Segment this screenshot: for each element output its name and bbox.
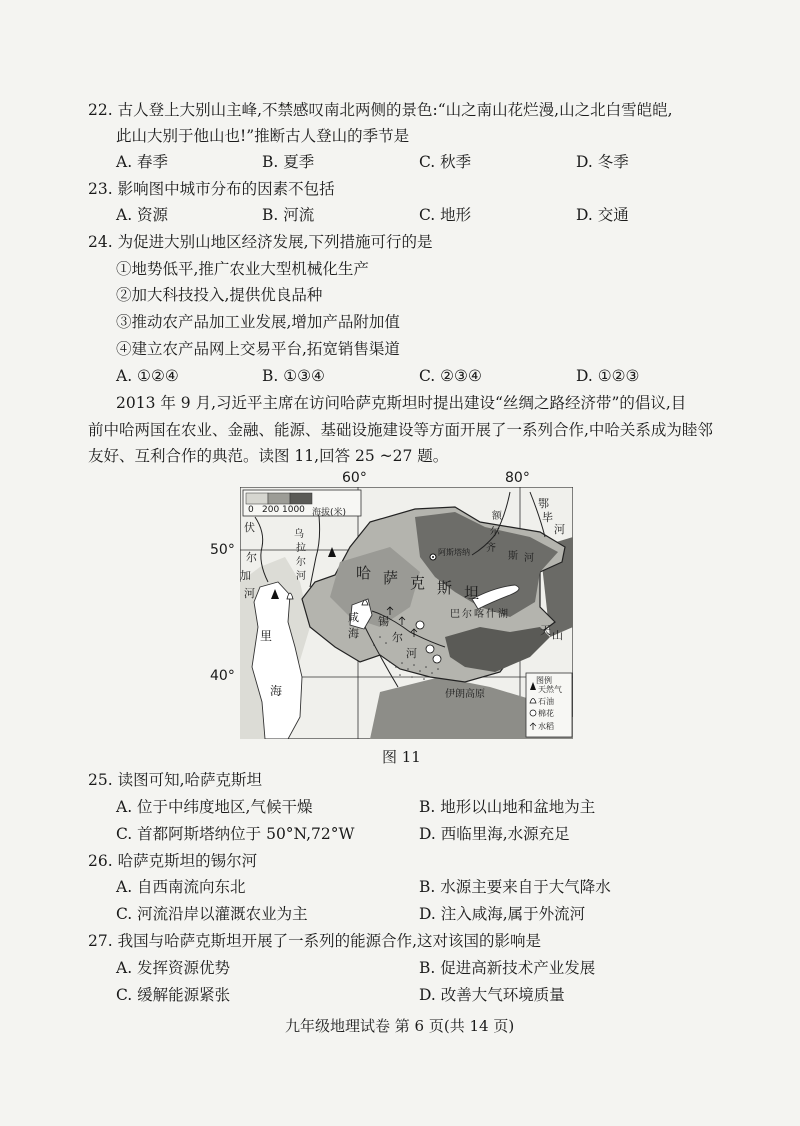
page-footer: 九年级地理试卷 第 6 页(共 14 页) [285, 1017, 515, 1035]
q23-stem: 23. 影响图中城市分布的因素不包括 [88, 180, 335, 198]
q25-option-b: B. 地形以山地和盆地为主 [419, 798, 596, 816]
elev-legend-0: 0 [248, 505, 254, 515]
q25-option-d: D. 西临里海,水源充足 [419, 825, 570, 843]
irtysh-label-5: 河 [524, 553, 534, 564]
q23-option-d: D. 交通 [576, 206, 629, 224]
q24-option-a: A. ①②④ [116, 367, 179, 385]
irtysh-label-2: 尔 [490, 527, 500, 538]
irtysh-label-1: 额 [492, 511, 502, 522]
q24-item-1: ①地势低平,推广农业大型机械化生产 [116, 260, 369, 278]
legend-oil: 石油 [538, 697, 554, 706]
tianshan-label-1: 天 [540, 624, 551, 637]
country-char-1: 哈 [356, 564, 372, 582]
tianshan-label-2: 山 [552, 629, 563, 642]
q24-item-4: ④建立农产品网上交易平台,拓宽销售渠道 [116, 340, 400, 358]
elev-legend-1000: 1000 [282, 505, 305, 515]
ural-label-2: 拉 [296, 543, 306, 554]
q26-option-d: D. 注入咸海,属于外流河 [419, 905, 586, 923]
balkhash-label-2: 尔 [462, 609, 472, 620]
syr-label-2: 尔 [392, 631, 403, 644]
lat-50-label: 50° [210, 542, 235, 558]
volga-label-3: 加 [240, 569, 251, 582]
balkhash-label-3: 喀 [474, 609, 484, 620]
ural-label-1: 乌 [294, 529, 304, 540]
lon-80-label: 80° [505, 470, 530, 486]
balkhash-label-1: 巴 [450, 609, 460, 620]
balkhash-label-4: 什 [486, 609, 496, 620]
ob-label-2: 毕 [542, 511, 553, 524]
passage-line3: 友好、互利合作的典范。读图 11,回答 25 ~27 题。 [88, 447, 449, 465]
q25-option-c: C. 首都阿斯塔纳位于 50°N,72°W [116, 825, 355, 843]
ural-label-4: 河 [296, 571, 306, 582]
q27-stem: 27. 我国与哈萨克斯坦开展了一系列的能源合作,这对该国的影响是 [88, 932, 542, 950]
aral-label-2: 海 [348, 627, 359, 640]
q24-item-3: ③推动农产品加工业发展,增加产品附加值 [116, 313, 400, 331]
q22-option-b: B. 夏季 [262, 153, 315, 171]
legend-rice: 水稻 [538, 722, 554, 731]
legend-title: 图例 [536, 676, 552, 685]
q26-option-c: C. 河流沿岸以灌溉农业为主 [116, 905, 308, 923]
elev-legend-unit: 海拔(米) [312, 508, 347, 518]
syr-label-3: 河 [406, 647, 417, 660]
q26-stem: 26. 哈萨克斯坦的锡尔河 [88, 852, 258, 870]
legend-cotton: 棉花 [538, 709, 554, 718]
aral-label-1: 咸 [348, 611, 359, 624]
passage-line2: 前中哈两国在农业、金融、能源、基础设施建设等方面开展了一系列合作,中哈关系成为睦邻 [88, 421, 713, 439]
q26-option-a: A. 自西南流向东北 [116, 878, 246, 896]
q22-stem-line1: 22. 古人登上大别山主峰,不禁感叹南北两侧的景色:“山之南山花烂漫,山之北白雪皑皑, [88, 101, 673, 119]
capital-label: 阿斯塔纳 [438, 548, 470, 557]
elev-legend-200: 200 [262, 505, 280, 515]
caspian-label-1: 里 [260, 629, 273, 643]
syr-label-1: 锡 [378, 615, 389, 628]
country-char-5: 坦 [464, 584, 480, 602]
q23-option-a: A. 资源 [116, 206, 169, 224]
q27-option-a: A. 发挥资源优势 [116, 959, 231, 977]
lon-60-label: 60° [342, 470, 367, 486]
q24-item-2: ②加大科技投入,提供优良品种 [116, 286, 323, 304]
ural-label-3: 尔 [296, 557, 306, 568]
ob-label-1: 鄂 [538, 497, 549, 510]
figure-caption: 图 11 [382, 748, 421, 766]
q22-option-d: D. 冬季 [576, 153, 629, 171]
q22-option-c: C. 秋季 [419, 153, 472, 171]
passage-line1: 2013 年 9 月,习近平主席在访问哈萨克斯坦时提出建设“丝绸之路经济带”的倡议,目 [116, 394, 687, 412]
q24-option-c: C. ②③④ [419, 367, 482, 385]
balkhash-label-5: 湖 [498, 609, 508, 620]
q25-stem: 25. 读图可知,哈萨克斯坦 [88, 771, 263, 789]
map-svg [240, 487, 573, 739]
plateau-label: 伊朗高原 [445, 689, 485, 700]
q27-option-d: D. 改善大气环境质量 [419, 986, 565, 1004]
volga-label-1: 伏 [244, 521, 255, 534]
q22-stem-line2: 此山大别于他山也!”推断古人登山的季节是 [116, 127, 410, 145]
q27-option-c: C. 缓解能源紧张 [116, 986, 231, 1004]
q25-option-a: A. 位于中纬度地区,气候干燥 [116, 798, 313, 816]
country-char-2: 萨 [383, 569, 399, 587]
q26-option-b: B. 水源主要来自于大气降水 [419, 878, 611, 896]
q24-option-b: B. ①③④ [262, 367, 325, 385]
q24-stem: 24. 为促进大别山地区经济发展,下列措施可行的是 [88, 233, 433, 251]
caspian-label-2: 海 [270, 684, 283, 698]
q22-option-a: A. 春季 [116, 153, 169, 171]
legend-gas: 天然气 [538, 685, 562, 694]
country-char-3: 克 [410, 574, 426, 592]
volga-label-4: 河 [244, 587, 255, 600]
country-char-4: 斯 [437, 579, 453, 597]
volga-label-2: 尔 [246, 551, 257, 564]
irtysh-label-3: 齐 [486, 543, 496, 554]
q23-option-c: C. 地形 [419, 206, 472, 224]
q27-option-b: B. 促进高新技术产业发展 [419, 959, 596, 977]
ob-label-3: 河 [554, 523, 565, 536]
kazakhstan-map [240, 487, 573, 739]
q24-option-d: D. ①②③ [576, 367, 640, 385]
irtysh-label-4: 斯 [508, 551, 518, 562]
q23-option-b: B. 河流 [262, 206, 315, 224]
lat-40-label: 40° [210, 668, 235, 684]
